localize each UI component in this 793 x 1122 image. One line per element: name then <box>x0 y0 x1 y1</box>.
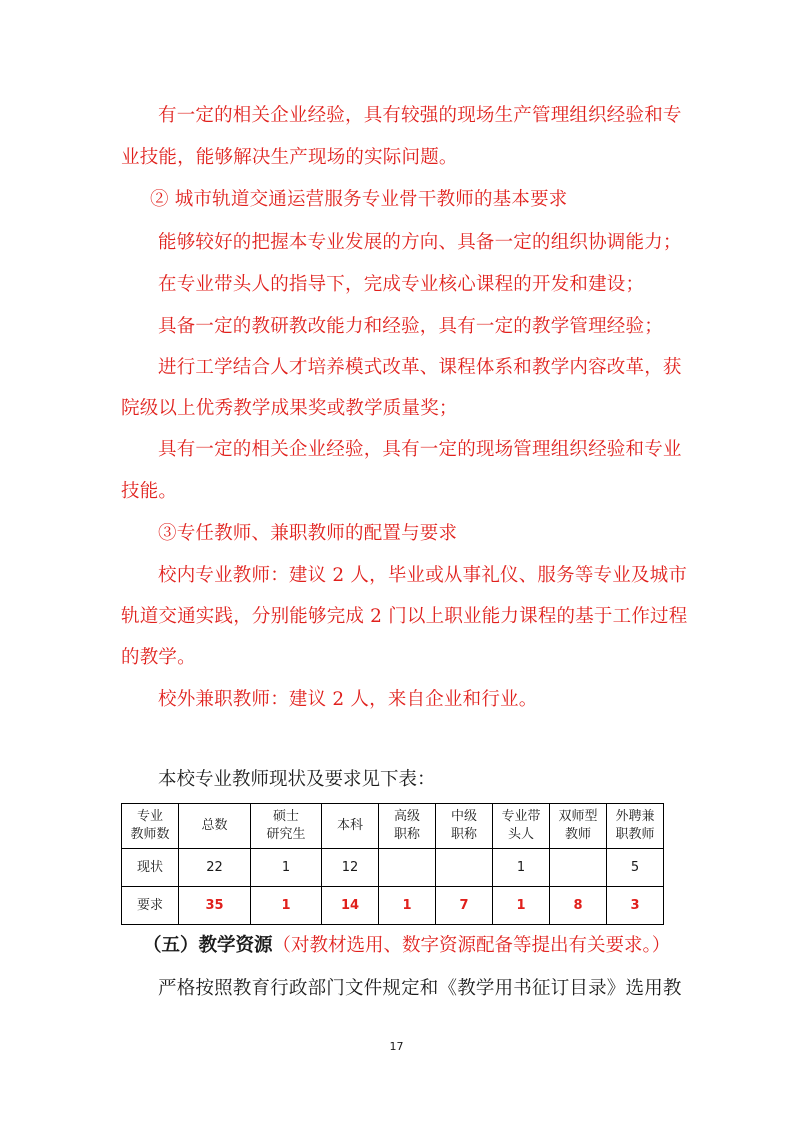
section-teaching-resources <box>143 934 670 958</box>
table-cell: 3 <box>607 887 664 925</box>
teacher-staffing-table <box>121 803 664 925</box>
paragraph-line: 具有一定的相关企业经验，具有一定的现场管理组织经验和专业 <box>158 439 682 460</box>
paragraph-line: 进行工学结合人才培养模式改革、课程体系和教学内容改革，获 <box>158 357 682 378</box>
section-note: （对教材选用、数字资源配备等提出有关要求。） <box>272 935 671 956</box>
paragraph-line: 校外兼职教师：建议 2 人，来自企业和行业。 <box>158 689 538 710</box>
table-cell: 1 <box>493 887 550 925</box>
paragraph-line: 技能。 <box>121 481 178 502</box>
section-heading: （五）教学资源 <box>143 935 273 956</box>
table-cell: 1 <box>493 849 550 887</box>
paragraph-line: 校内专业教师：建议 2 人，毕业或从事礼仪、服务等专业及城市 <box>158 565 688 586</box>
header-cell-teachers: 专业 教师数 <box>122 804 179 849</box>
table-cell: 8 <box>550 887 607 925</box>
table-cell <box>550 849 607 887</box>
table-cell: 5 <box>607 849 664 887</box>
paragraph-line: 院级以上优秀教学成果奖或教学质量奖； <box>121 398 458 419</box>
paragraph-line: 业技能，能够解决生产现场的实际问题。 <box>121 147 458 168</box>
table-cell: 35 <box>179 887 251 925</box>
table-cell <box>436 849 493 887</box>
header-cell-mid-title: 中级 职称 <box>436 804 493 849</box>
paragraph-line: 的教学。 <box>121 647 196 668</box>
table-header-row <box>122 804 664 849</box>
table-cell: 1 <box>251 849 322 887</box>
paragraph-line: 有一定的相关企业经验，具有较强的现场生产管理组织经验和专 <box>158 105 682 126</box>
table-cell: 14 <box>322 887 379 925</box>
header-cell-masters: 硕士 研究生 <box>251 804 322 849</box>
row-label: 要求 <box>122 887 179 925</box>
subheading-backbone-teachers: ② 城市轨道交通运营服务专业骨干教师的基本要求 <box>150 189 568 210</box>
paragraph-line: 严格按照教育行政部门文件规定和《教学用书征订目录》选用教 <box>158 978 682 999</box>
header-cell-senior-title: 高级 职称 <box>379 804 436 849</box>
header-cell-bachelor: 本科 <box>322 804 379 849</box>
header-cell-external: 外聘兼 职教师 <box>607 804 664 849</box>
table-row-current <box>122 849 664 887</box>
paragraph-line: 能够较好的把握本专业发展的方向、具备一定的组织协调能力； <box>158 232 682 253</box>
subheading-teacher-configuration: ③专任教师、兼职教师的配置与要求 <box>158 523 458 544</box>
table-cell: 12 <box>322 849 379 887</box>
table-row-required <box>122 887 664 925</box>
paragraph-line: 在专业带头人的指导下，完成专业核心课程的开发和建设； <box>158 274 645 295</box>
table-cell <box>379 849 436 887</box>
table-cell: 1 <box>379 887 436 925</box>
table-cell: 1 <box>251 887 322 925</box>
header-cell-dual-qualified: 双师型 教师 <box>550 804 607 849</box>
table-caption: 本校专业教师现状及要求见下表： <box>158 769 436 790</box>
paragraph-line: 轨道交通实践，分别能够完成 2 门以上职业能力课程的基于工作过程 <box>121 606 688 627</box>
table-cell: 7 <box>436 887 493 925</box>
header-cell-total: 总数 <box>179 804 251 849</box>
table-cell: 22 <box>179 849 251 887</box>
row-label: 现状 <box>122 849 179 887</box>
header-cell-leader: 专业带 头人 <box>493 804 550 849</box>
page-number: 17 <box>389 1040 404 1053</box>
paragraph-line: 具备一定的教研教改能力和经验，具有一定的教学管理经验； <box>158 316 663 337</box>
